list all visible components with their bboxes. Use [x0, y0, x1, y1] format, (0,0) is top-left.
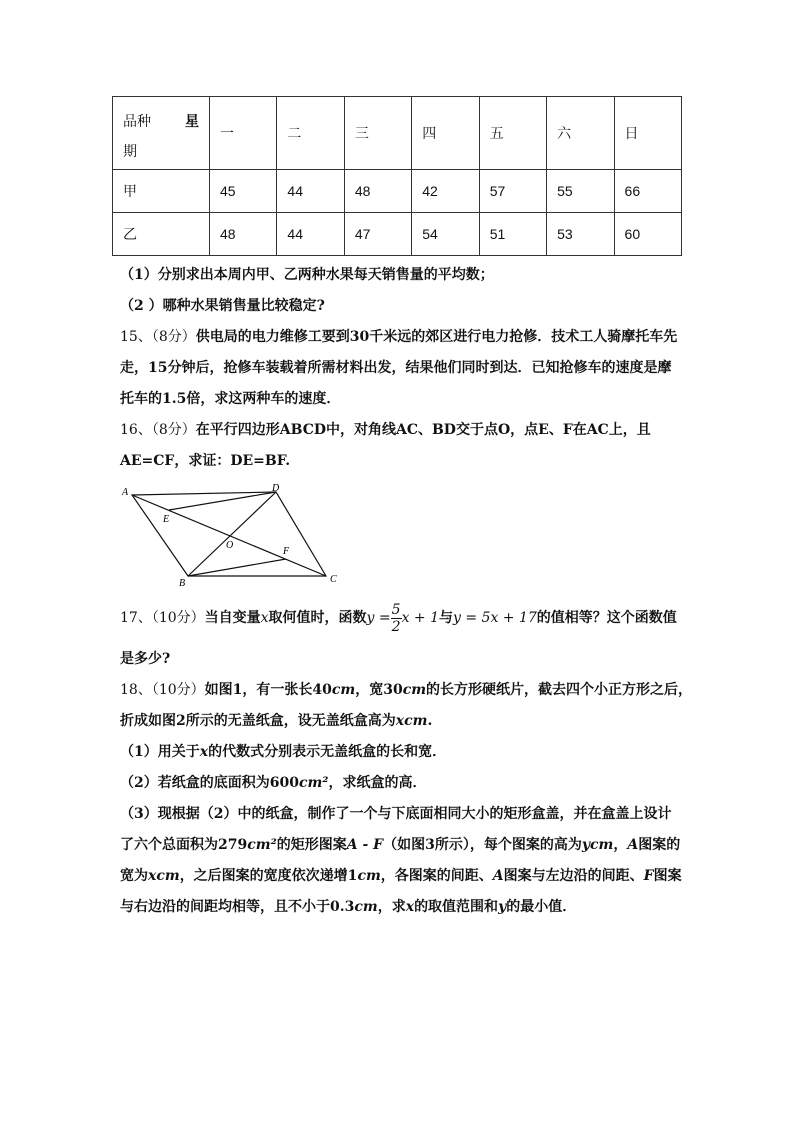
q18-unit: cm	[354, 899, 378, 915]
corner-label-period: 期	[123, 143, 137, 159]
q18-cm2: cm²	[247, 837, 277, 853]
q18-xcm: xcm	[148, 868, 180, 884]
q18-unit: cm	[331, 682, 356, 698]
table-cell: 48	[344, 170, 411, 213]
q18-part1	[120, 741, 446, 761]
table-cell: 47	[344, 213, 411, 256]
label-d: D	[272, 483, 280, 494]
corner-label-star: 星	[185, 113, 199, 129]
q18-cm2: cm²	[298, 775, 329, 791]
q18-p3b4: ，	[613, 837, 628, 853]
row-label: 乙	[113, 213, 210, 256]
q18-p3d3: 的取值范围和	[414, 899, 499, 915]
q18-unit: cm	[402, 682, 427, 698]
q18-p3b3: （如图3所示），每个图案的高为	[383, 837, 582, 853]
q17-text-d: 的值相等？这个函数值	[536, 610, 677, 626]
corner-label-variety: 品种	[123, 113, 151, 129]
q18-xcm: xcm	[395, 713, 428, 729]
q15-line2: 走，15分钟后，抢修车装载着所需材料出发，结果他们同时到达．已知抢修车的速度是摩	[120, 360, 672, 376]
q15-line3: 托车的1.5倍，求这两种车的速度．	[120, 391, 341, 407]
q18-line1	[120, 679, 692, 699]
table-cell: 54	[412, 213, 479, 256]
table-cell: 66	[614, 170, 681, 213]
q18-p3c4: 图案与左边沿的间距、	[503, 868, 644, 884]
q18-l2b: .	[427, 713, 433, 729]
table-header-day: 三	[344, 97, 411, 170]
q17-head: 17、（10分）	[120, 610, 205, 626]
table-header-day: 四	[412, 97, 479, 170]
table-cell: 45	[210, 170, 277, 213]
q16-head: 16、（8分）	[120, 422, 196, 438]
q18-p3c5: 图案	[653, 868, 682, 884]
q18-p3d1: 与右边沿的间距均相等，且不小于0.3	[120, 899, 355, 915]
q16-line1	[120, 419, 651, 439]
table-header-row	[113, 97, 682, 170]
q18-pattern-f: F	[643, 868, 654, 884]
parallelogram-figure	[118, 482, 348, 588]
q17-line1	[120, 598, 677, 638]
q17-text-a: 当自变量	[204, 610, 261, 626]
q18-part3-line3	[120, 865, 682, 885]
q18-part3-line2	[120, 834, 680, 854]
table-row	[113, 213, 682, 256]
table-cell: 48	[210, 213, 277, 256]
diagonal-ac	[132, 495, 326, 576]
q18-p1b: 的代数式分别表示无盖纸盒的长和宽．	[208, 744, 447, 760]
q17-text-c: 与	[439, 610, 453, 626]
q18-p3c3: ，各图案的间距、	[380, 868, 493, 884]
q17-func1-rest: x + 1	[401, 610, 439, 626]
q18-part3-line4	[120, 896, 576, 916]
q18-ycm: ycm	[581, 837, 614, 853]
q18-p3d4: 的最小值．	[506, 899, 577, 915]
table-header-day: 二	[277, 97, 344, 170]
q17-text-b: 取何值时，函数	[268, 610, 367, 626]
q14-part1: （1）分别求出本周内甲、乙两种水果每天销售量的平均数；	[120, 267, 494, 283]
q16-text: 在平行四边形ABCD中，对角线AC、BD交于点O，点E、F在AC上，且	[195, 422, 651, 438]
table-header-day: 日	[614, 97, 681, 170]
label-b: B	[179, 578, 186, 588]
label-f: F	[283, 546, 290, 557]
table-cell: 44	[277, 170, 344, 213]
label-a: A	[122, 487, 129, 498]
q15-head: 15、（8分）	[120, 329, 196, 345]
q18-p2b: ，求纸盒的高．	[328, 775, 427, 791]
table-row	[113, 170, 682, 213]
q18-unit: cm	[357, 868, 381, 884]
q18-p3c2: ，之后图案的宽度依次递增1	[179, 868, 358, 884]
q18-var-y: y	[498, 899, 507, 915]
q18-p3b1: 了六个总面积为279	[120, 837, 248, 853]
q14-part2: （2 ）哪种水果销售量比较稳定?	[120, 298, 325, 314]
q18-var-x: x	[199, 744, 209, 760]
q18-l2a: 折成如图2所示的无盖纸盒，设无盖纸盒高为	[120, 713, 396, 729]
q18-pattern-a: A	[627, 837, 639, 853]
row-label: 甲	[113, 170, 210, 213]
q17-line2: 是多少?	[120, 651, 171, 667]
table-cell: 60	[614, 213, 681, 256]
q18-pattern-a: A	[492, 868, 504, 884]
q18-l1a: 如图1，有一张长40	[204, 682, 332, 698]
q18-p3b5: 图案的	[638, 837, 681, 853]
sales-table	[112, 96, 682, 256]
table-cell: 57	[479, 170, 546, 213]
q17-var-x: x	[260, 610, 269, 626]
q17-fraction-den: 2	[391, 618, 401, 635]
q18-l1c: 的长方形硬纸片，截去四个小正方形之后，	[426, 682, 693, 698]
q15-line1	[120, 326, 677, 346]
q18-p1a: （1）用关于	[120, 744, 200, 760]
q18-var-x: x	[405, 899, 415, 915]
q17-func1-lhs: y =	[366, 610, 391, 626]
q16-line2: AE=CF，求证：DE=BF.	[120, 453, 291, 469]
q18-p3d2: ，求	[377, 899, 406, 915]
table-cell: 51	[479, 213, 546, 256]
table-header-day: 六	[547, 97, 614, 170]
table-header-day: 五	[479, 97, 546, 170]
label-c: C	[330, 574, 337, 585]
q18-p3c1: 宽为	[120, 868, 148, 884]
table-corner-cell	[113, 97, 210, 170]
q17-fraction	[391, 602, 402, 635]
q18-part3-line1: （3）现根据（2）中的纸盒，制作了一个与下底面相同大小的矩形盒盖，并在盒盖上设计	[120, 806, 672, 822]
table-cell: 42	[412, 170, 479, 213]
table-header-day: 一	[210, 97, 277, 170]
q17-func2: y = 5x + 17	[453, 610, 537, 626]
table-cell: 53	[547, 213, 614, 256]
q18-p2a: （2）若纸盒的底面积为600	[120, 775, 299, 791]
q18-part2	[120, 772, 426, 792]
table-cell: 44	[277, 213, 344, 256]
q18-p3b2: 的矩形图案	[276, 837, 347, 853]
q17-fraction-num: 5	[391, 601, 401, 618]
label-e: E	[163, 514, 170, 525]
q18-head: 18、（10分）	[120, 682, 205, 698]
q18-l1b: ，宽30	[355, 682, 403, 698]
q15-text: 供电局的电力维修工要到30千米远的郊区进行电力抢修．技术工人骑摩托车先	[195, 329, 678, 345]
label-o: O	[226, 540, 234, 551]
q18-line2	[120, 710, 432, 730]
q18-pattern-range: A - F	[346, 837, 384, 853]
table-cell: 55	[547, 170, 614, 213]
